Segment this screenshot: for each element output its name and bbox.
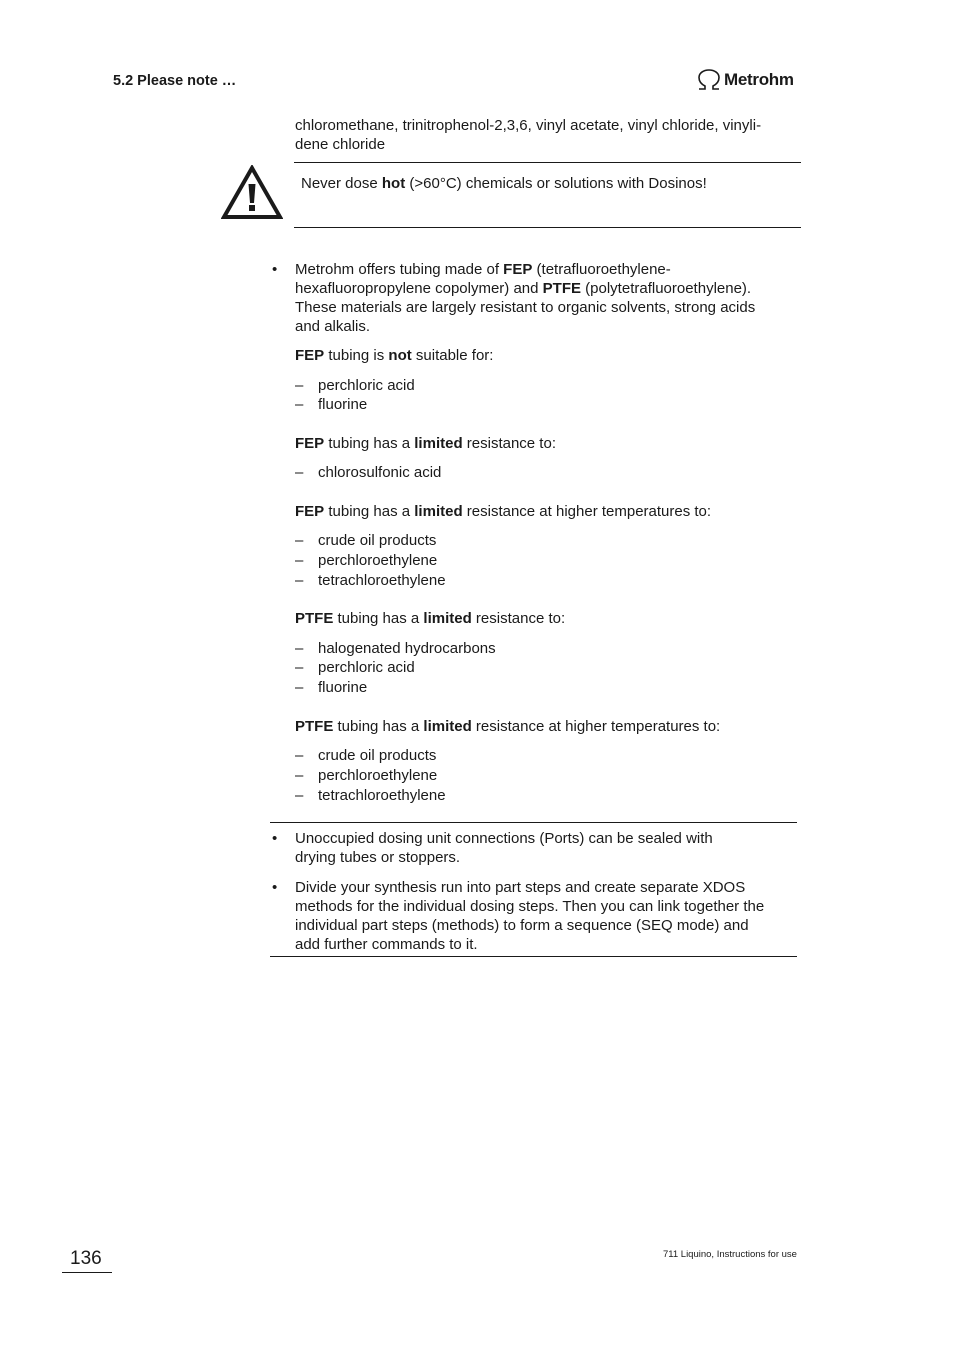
fep-not-heading: FEP tubing is not suitable for: — [295, 347, 494, 364]
synthesis-line-3: individual part steps (methods) to form a sequence (SEQ mode) and — [295, 917, 749, 934]
intro-line-1: chloromethane, trinitrophenol-2,3,6, vinyl acetate, vinyl chloride, vinyli- — [295, 117, 762, 134]
list-dash: – — [295, 377, 304, 394]
warning-bottom-rule — [294, 227, 801, 228]
list-dash: – — [295, 767, 304, 784]
ports-line-1: Unoccupied dosing unit connections (Ports) can be sealed with — [295, 830, 713, 847]
fep-limited-hot-heading: FEP tubing has a limited resistance at higher temperatures to: — [295, 503, 712, 520]
list-item: perchloric acid — [318, 377, 415, 394]
fep-limited-heading: FEP tubing has a limited resistance to: — [295, 435, 556, 452]
warning-hot: hot — [381, 175, 406, 192]
warning-icon — [221, 165, 283, 220]
list-item: chlorosulfonic acid — [318, 464, 442, 481]
warning-top-rule — [294, 162, 801, 163]
fep-intro-line-1: Metrohm offers tubing made of FEP (tetrafluoroethylene- — [295, 261, 671, 278]
list-item: fluorine — [318, 396, 368, 413]
metrohm-logo — [697, 68, 794, 92]
list-item: tetrachloroethylene — [318, 787, 446, 804]
ptfe-limited-hot-heading: PTFE tubing has a limited resistance at higher temperatures to: — [295, 718, 721, 735]
section-heading: 5.2 Please note … — [113, 73, 237, 89]
fep-intro-line-4: and alkalis. — [295, 318, 371, 335]
list-item: crude oil products — [318, 532, 437, 549]
list-dash: – — [295, 640, 304, 657]
list-item: crude oil products — [318, 747, 437, 764]
list-item: perchloroethylene — [318, 552, 438, 569]
bullet-marker: • — [272, 879, 278, 896]
fep-intro-line-2: hexafluoropropylene copolymer) and PTFE (polytetrafluoroethylene). — [295, 280, 752, 297]
list-item: perchloroethylene — [318, 767, 438, 784]
synthesis-line-1: Divide your synthesis run into part steps and create separate XDOS — [295, 879, 746, 896]
list-dash: – — [295, 532, 304, 549]
intro-line-2: dene chloride — [295, 136, 386, 153]
list-dash: – — [295, 396, 304, 413]
ports-line-2: drying tubes or stoppers. — [295, 849, 461, 866]
list-item: halogenated hydrocarbons — [318, 640, 496, 657]
fep-intro-line-3: These materials are largely resistant to organic solvents, strong acids — [295, 299, 756, 316]
tips-bottom-rule — [270, 956, 797, 957]
tips-top-rule — [270, 822, 797, 823]
ptfe-limited-heading: PTFE tubing has a limited resistance to: — [295, 610, 566, 627]
warning-text: Never dose hot (>60°C) chemicals or solutions with Dosinos! — [301, 175, 707, 192]
list-item: tetrachloroethylene — [318, 572, 446, 589]
synthesis-line-4: add further commands to it. — [295, 936, 478, 953]
list-dash: – — [295, 572, 304, 589]
list-dash: – — [295, 659, 304, 676]
list-dash: – — [295, 464, 304, 481]
list-item: fluorine — [318, 679, 368, 696]
list-dash: – — [295, 787, 304, 804]
bullet-marker: • — [272, 830, 278, 847]
synthesis-line-2: methods for the individual dosing steps. Then you can link together the — [295, 898, 765, 915]
page-number-rule — [62, 1272, 112, 1273]
bullet-marker: • — [272, 261, 278, 278]
warning-never: Never — [301, 175, 342, 192]
logo-text: Metrohm — [724, 70, 794, 89]
list-item: perchloric acid — [318, 659, 415, 676]
list-dash: – — [295, 552, 304, 569]
list-dash: – — [295, 679, 304, 696]
list-dash: – — [295, 747, 304, 764]
footer-doc-title: 711 Liquino, Instructions for use — [663, 1249, 797, 1260]
page-number: 136 — [70, 1248, 102, 1269]
omega-icon — [697, 69, 721, 91]
